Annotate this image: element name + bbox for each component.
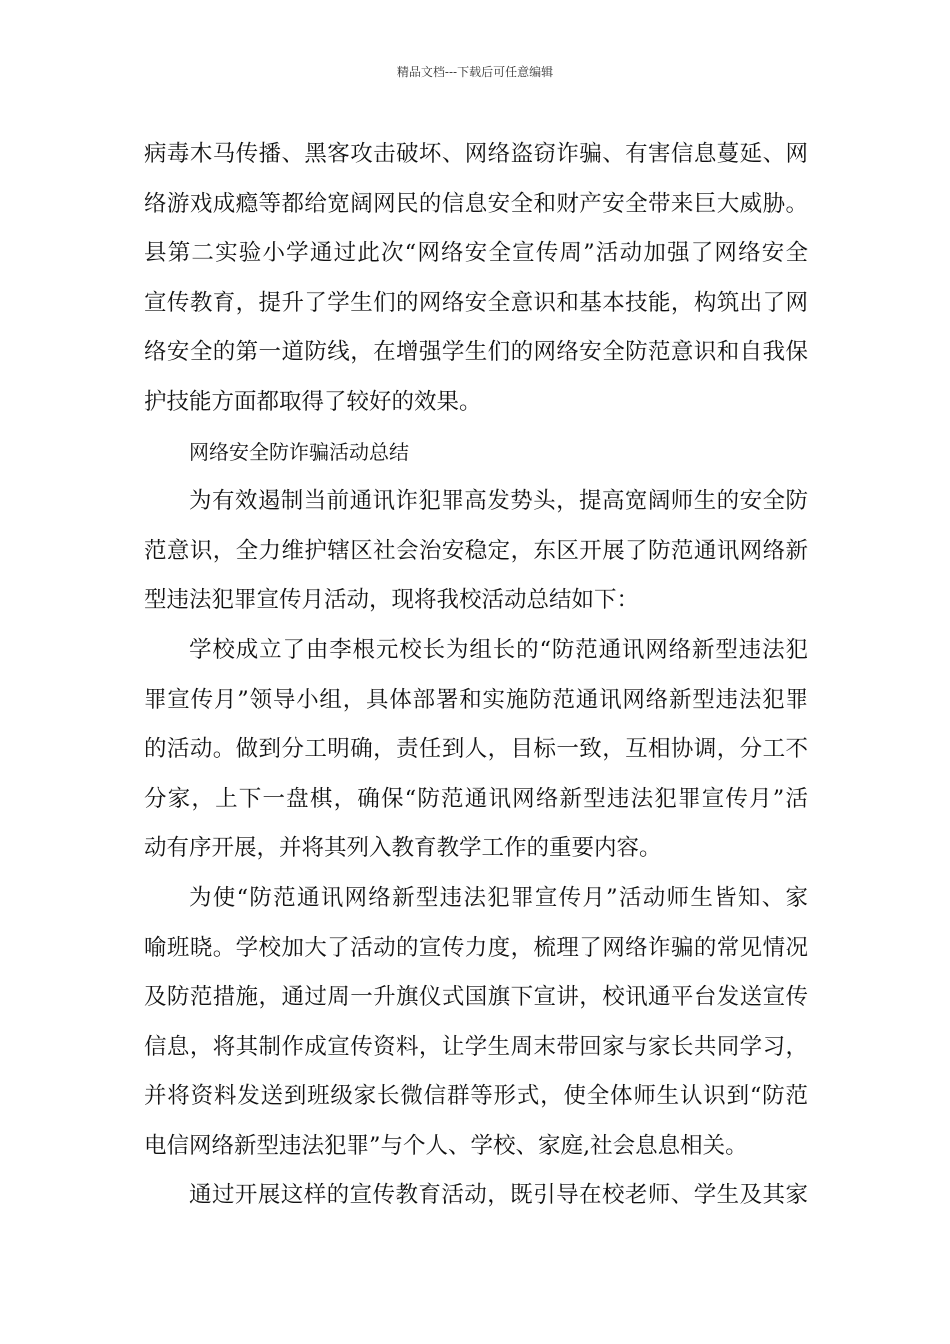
- paragraph: [144, 874, 808, 1172]
- text-line: 并将资料发送到班级家长微信群等形式，使全体师生认识到“防范: [144, 1083, 808, 1110]
- paragraph: [144, 1171, 808, 1221]
- text-line: 学校成立了由李根元校长为组长的“防范通讯网络新型违法犯: [189, 636, 808, 663]
- text-line: 型违法犯罪宣传月活动，现将我校活动总结如下：: [144, 587, 640, 614]
- paragraph: [144, 130, 808, 428]
- text-line: 络安全的第一道防线，在增强学生们的网络安全防范意识和自我保: [144, 339, 808, 366]
- text-line: 动有序开展，并将其列入教育教学工作的重要内容。: [144, 835, 662, 862]
- paragraph: [144, 626, 808, 874]
- text-line: 为使“防范通讯网络新型违法犯罪宣传月”活动师生皆知、家: [189, 884, 808, 911]
- text-line: 范意识，全力维护辖区社会治安稳定，东区开展了防范通讯网络新: [144, 537, 808, 564]
- text-line: 络游戏成瘾等都给宽阔网民的信息安全和财产安全带来巨大威胁。: [144, 190, 808, 217]
- text-line: 县第二实验小学通过此次“网络安全宣传周”活动加强了网络安全: [144, 240, 808, 267]
- section-heading: [144, 428, 808, 478]
- text-line: 的活动。做到分工明确，责任到人，目标一致，互相协调，分工不: [144, 736, 808, 763]
- text-line: 宣传教育，提升了学生们的网络安全意识和基本技能，构筑出了网: [144, 289, 808, 316]
- text-line: 电信网络新型违法犯罪”与个人、学校、家庭,社会息息相关。: [144, 1132, 748, 1159]
- text-line: 为有效遏制当前通讯诈犯罪高发势头，提高宽阔师生的安全防: [189, 488, 808, 515]
- text-line: 病毒木马传播、黑客攻击破坏、网络盗窃诈骗、有害信息蔓延、网: [144, 141, 808, 167]
- text-line: 及防范措施，通过周一升旗仪式国旗下宣讲，校讯通平台发送宣传: [144, 984, 808, 1011]
- text-line: 罪宣传月”领导小组，具体部署和实施防范通讯网络新型违法犯罪: [144, 686, 808, 713]
- text-line: 护技能方面都取得了较好的效果。: [144, 388, 482, 415]
- page-header: 精品文档---下载后可任意编辑: [396, 65, 554, 79]
- document-body: [144, 130, 808, 1221]
- text-line: 喻班晓。学校加大了活动的宣传力度，梳理了网络诈骗的常见情况: [144, 934, 808, 961]
- paragraph: [144, 477, 808, 626]
- text-line: 分家，上下一盘棋，确保“防范通讯网络新型违法犯罪宣传月”活: [144, 785, 808, 812]
- text-line: 信息，将其制作成宣传资料，让学生周末带回家与家长共同学习，: [144, 1033, 808, 1060]
- text-line: 通过开展这样的宣传教育活动，既引导在校老师、学生及其家: [189, 1182, 808, 1209]
- heading-line: 网络安全防诈骗活动总结: [189, 439, 409, 464]
